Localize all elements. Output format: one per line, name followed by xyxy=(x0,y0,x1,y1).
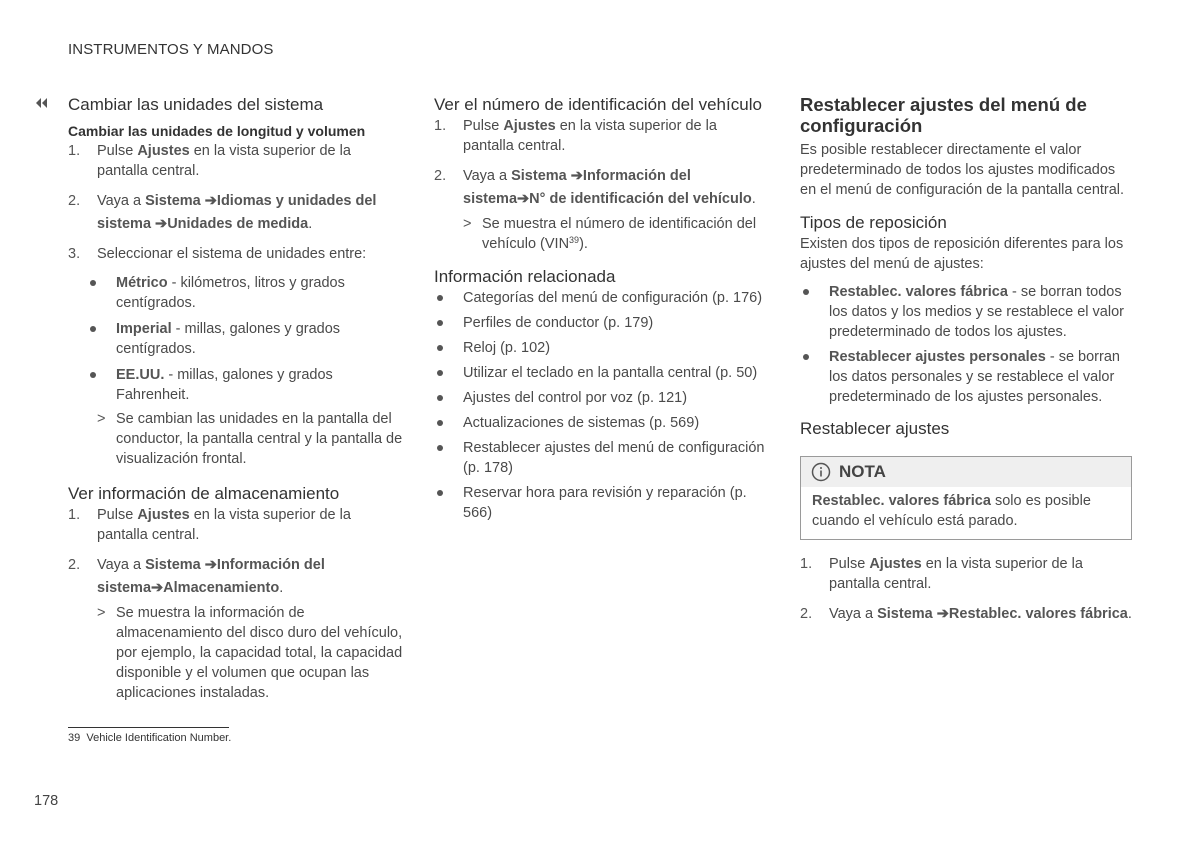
column-vin xyxy=(434,94,769,523)
step-number: 3. xyxy=(68,246,81,262)
arrow-right-icon: ➔ xyxy=(151,580,164,596)
subheading-length-volume: Cambiar las unidades de longitud y volumen xyxy=(68,123,366,139)
section-label: INSTRUMENTOS Y MANDOS xyxy=(68,41,274,58)
reset-type-personal: Restablecer ajustes personales - se borran los datos personales y se restablece el valor predeterminado de los ajustes personales. xyxy=(800,347,1132,407)
note-box xyxy=(800,456,1132,540)
reset-intro: Es posible restablecer directamente el valor predeterminado de todos los ajustes modificados en el menú de configuración de la pantalla central. xyxy=(800,142,1125,198)
related-link[interactable]: Reservar hora para revisión y reparación (p. 566) xyxy=(434,483,769,523)
column-reset xyxy=(800,94,1132,624)
settings-link: Ajustes xyxy=(137,143,190,159)
unit-option-imperial: Imperial - millas, galones y grados centígrados. xyxy=(87,319,403,359)
step-3: 3. Seleccionar el sistema de unidades entre: xyxy=(68,246,367,262)
heading-reset: Restablecer ajustes del menú de configuración xyxy=(800,94,1087,136)
step-1: 1. Pulse Ajustes en la vista superior de la pantalla central. xyxy=(68,507,351,543)
related-link[interactable]: Restablecer ajustes del menú de configuración (p. 178) xyxy=(434,438,769,478)
reset-types-intro: Existen dos tipos de reposición diferentes para los ajustes del menú de ajustes: xyxy=(800,236,1124,272)
arrow-right-icon: ➔ xyxy=(204,193,217,209)
info-icon xyxy=(811,462,831,482)
related-link[interactable]: Perfiles de conductor (p. 179) xyxy=(434,313,769,333)
heading-vin: Ver el número de identificación del vehículo xyxy=(434,95,762,114)
footnote-number: 39 xyxy=(68,732,81,744)
result-storage: > Se muestra la información de almacenamiento del disco duro del vehículo, por ejemplo, la capacidad total, la capacidad disponible y el volumen que ocupan las aplicaciones instaladas. xyxy=(97,605,403,701)
step-2: 2. Vaya a Sistema ➔Información del sistema➔N° de identificación del vehículo. xyxy=(434,168,756,207)
note-body: Restablec. valores fábrica solo es posible cuando el vehículo está parado. xyxy=(812,493,1091,529)
related-link[interactable]: Actualizaciones de sistemas (p. 569) xyxy=(434,413,769,433)
step-number: 1. xyxy=(68,143,81,159)
heading-reset-settings: Restablecer ajustes xyxy=(800,419,950,438)
footnote-text: Vehicle Identification Number. xyxy=(86,732,232,744)
heading-change-units: Cambiar las unidades del sistema xyxy=(68,95,324,114)
heading-reset-types: Tipos de reposición xyxy=(800,213,947,232)
step-2: 2. Vaya a Sistema ➔Información del sistema➔Almacenamiento. xyxy=(68,557,325,596)
note-header xyxy=(801,457,1131,487)
result-vin: > Se muestra el número de identificación del vehículo (VIN$^{39}$). xyxy=(463,216,757,252)
step-2: 2. Vaya a Sistema ➔Restablec. valores fábrica. xyxy=(800,606,1132,622)
step-2: 2. Vaya a Sistema ➔Idiomas y unidades del sistema ➔Unidades de medida. xyxy=(68,190,403,236)
arrow-right-icon: ➔ xyxy=(155,216,168,232)
result-units: > Se cambian las unidades en la pantalla del conductor, la pantalla central y la pantalla de visualización frontal. xyxy=(97,411,403,467)
related-link[interactable]: Categorías del menú de configuración (p. 176) xyxy=(434,288,769,308)
footnote xyxy=(68,731,231,745)
arrow-right-icon: ➔ xyxy=(570,168,583,184)
heading-storage: Ver información de almacenamiento xyxy=(68,484,340,503)
column-units xyxy=(68,94,403,703)
heading-related: Información relacionada xyxy=(434,267,616,286)
arrow-right-icon: ➔ xyxy=(204,557,217,573)
footnote-ref[interactable]: 39 xyxy=(569,235,580,245)
note-title: NOTA xyxy=(839,462,886,481)
step-1: 1. Pulse Ajustes en la vista superior de la pantalla central. xyxy=(68,143,351,179)
footnote-divider xyxy=(68,727,229,728)
step-number: 2. xyxy=(68,193,81,209)
unit-option-metric: Métrico - kilómetros, litros y grados centígrados. xyxy=(87,273,403,313)
arrow-right-icon: ➔ xyxy=(936,606,949,622)
related-link[interactable]: Ajustes del control por voz (p. 121) xyxy=(434,388,769,408)
reset-type-factory: Restablec. valores fábrica - se borran todos los datos y los medios y se restablece el valor predeterminado de todos los ajustes. xyxy=(800,282,1132,342)
page-number: 178 xyxy=(34,793,59,809)
arrow-right-icon: ➔ xyxy=(517,191,530,207)
unit-option-us: EE.UU. - millas, galones y grados Fahrenheit. xyxy=(87,365,403,405)
step-1: 1. Pulse Ajustes en la vista superior de la pantalla central. xyxy=(434,118,717,154)
step-1: 1. Pulse Ajustes en la vista superior de la pantalla central. xyxy=(800,556,1083,592)
double-chevron-left-icon[interactable] xyxy=(34,96,56,110)
related-link[interactable]: Utilizar el teclado en la pantalla central (p. 50) xyxy=(434,363,769,383)
related-link[interactable]: Reloj (p. 102) xyxy=(434,338,769,358)
